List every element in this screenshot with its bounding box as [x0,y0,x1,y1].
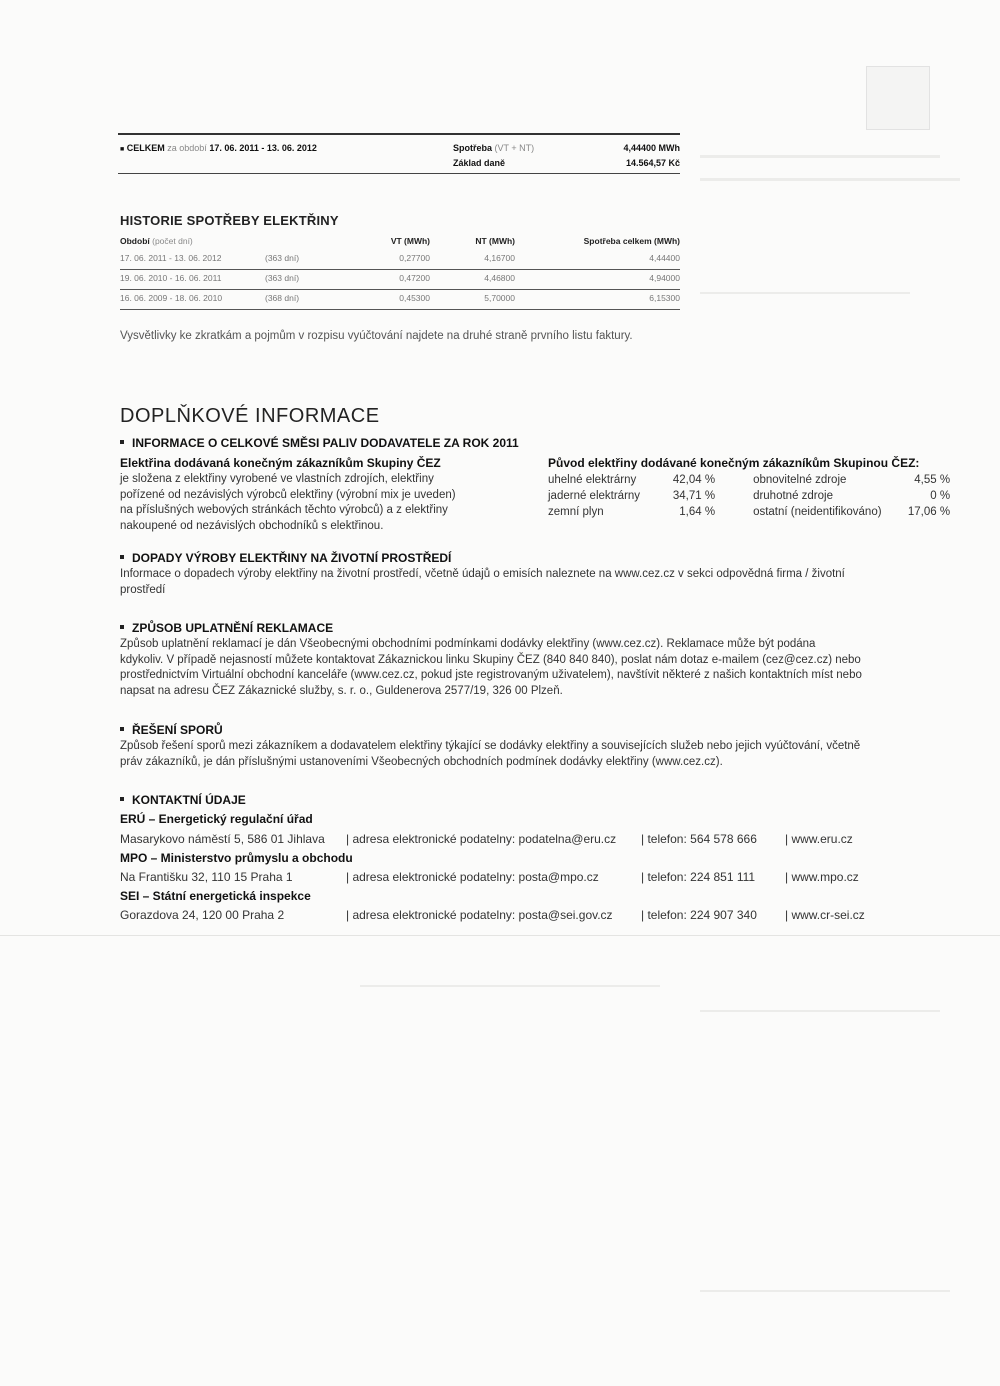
contact-email[interactable]: | adresa elektronické podatelny: podatelna@eru.cz [346,832,617,846]
history-title: HISTORIE SPOTŘEBY ELEKTŘINY [120,213,339,228]
environment-title: DOPADY VÝROBY ELEKTŘINY NA ŽIVOTNÍ PROSTŘEDÍ [120,551,451,565]
history-table [120,236,680,310]
header-period-suffix: (počet dní) [152,236,193,246]
contact-address: Na Františku 32, 110 15 Praha 1 [120,870,293,884]
header-total: Spotřeba celkem (MWh) [583,236,680,246]
complaints-title: ZPŮSOB UPLATNĚNÍ REKLAMACE [120,621,333,635]
summary-period: 17. 06. 2011 - 13. 06. 2012 [209,143,317,153]
row-nt: 4,46800 [430,270,515,290]
header-nt: NT (MWh) [475,236,515,246]
contact-name-mpo: MPO – Ministerstvo průmyslu a obchodu [120,851,353,865]
bullet-icon [120,797,124,801]
row-period: 16. 06. 2009 - 18. 06. 2010 [120,290,265,310]
summary-period-prefix: za období [167,143,207,153]
summary-total: ■ CELKEM za období 17. 06. 2011 - 13. 06. 2012 [120,143,317,153]
explanation-note: Vysvětlivky ke zkratkám a pojmům v rozpisu vyúčtování najdete na druhé straně prvního listu faktury. [120,330,633,342]
bullet-icon [120,555,124,559]
row-vt: 0,27700 [350,250,430,270]
contact-name-sei: SEI – Státní energetická inspekce [120,889,311,903]
contact-phone: | telefon: 564 578 666 [641,832,757,846]
show-through-line [700,1290,950,1292]
contact-name-eru: ERÚ – Energetický regulační úřad [120,812,313,826]
contact-web[interactable]: | www.eru.cz [785,832,853,846]
bullet-icon [120,727,124,731]
header-period: Období [120,236,150,246]
consumption-label: Spotřeba [453,143,493,153]
bullet-icon [120,440,124,444]
environment-text: Informace o dopadech výroby elektřiny na životní prostředí, včetně údajů o emisích naleznete na www.cez.cz v sekci odpovědná firma / životní prostředí [120,568,845,596]
fuel-mix-right-title: Původ elektřiny dodávané konečným zákazníkům Skupinou ČEZ: [548,456,920,470]
disputes-text: Způsob řešení sporů mezi zákazníkem a dodavatelem elektřiny týkající se dodávky elektřiny a souvisejících služeb nebo jejich vyúčtování, včetně práv zákazníků, je dán příslušnými ustanoveními Všeobecných obchodních podmínek dodávky elektřiny (www.cez.cz). [120,740,861,768]
show-through-line [700,1010,940,1012]
contact-email[interactable]: | adresa elektronické podatelny: posta@sei.gov.cz [346,908,613,922]
summary-top-rule [118,133,680,135]
table-row: jaderné elektrárny 34,71 % druhotné zdroje 0 % [548,490,951,502]
tax-base-label: Základ daně [453,158,506,168]
table-row [120,270,680,290]
consumption-value: 4,44400 MWh [623,143,680,153]
row-total: 4,94000 [515,270,680,290]
page-fold [0,935,1000,936]
row-vt: 0,47200 [350,270,430,290]
row-nt: 4,16700 [430,250,515,270]
show-through-logo [866,66,930,130]
contact-email[interactable]: | adresa elektronické podatelny: posta@mpo.cz [346,870,599,884]
row-days: (368 dní) [265,290,350,310]
bullet-icon [120,625,124,629]
table-row: zemní plyn 1,64 % ostatní (neidentifikováno) 17,06 % [548,506,951,518]
row-days: (363 dní) [265,250,350,270]
table-row: uhelné elektrárny 42,04 % obnovitelné zdroje 4,55 % [548,474,951,486]
summary-label: CELKEM [126,143,165,153]
show-through-line [700,155,940,158]
summary-consumption [453,143,534,153]
consumption-suffix: (VT + NT) [494,143,535,153]
fuel-mix-table [548,472,950,520]
contact-phone: | telefon: 224 851 111 [641,870,756,884]
tax-base-value: 14.564,57 Kč [625,158,680,168]
contacts-title: KONTAKTNÍ ÚDAJE [120,793,246,807]
row-nt: 5,70000 [430,290,515,310]
fuel-mix-left-title: Elektřina dodávaná konečným zákazníkům Skupiny ČEZ [120,456,441,470]
section-heading: DOPLŇKOVÉ INFORMACE [120,405,380,427]
table-row [120,250,680,270]
header-vt: VT (MWh) [390,236,430,246]
row-period: 19. 06. 2010 - 16. 06. 2011 [120,270,265,290]
contact-phone: | telefon: 224 907 340 [641,908,757,922]
summary-bottom-rule [118,173,680,174]
row-period: 17. 06. 2011 - 13. 06. 2012 [120,250,265,270]
contact-address: Masarykovo náměstí 5, 586 01 Jihlava [120,832,325,846]
show-through-line [360,985,660,987]
table-row [120,290,680,310]
contact-address: Gorazdova 24, 120 00 Praha 2 [120,908,285,922]
row-total: 6,15300 [515,290,680,310]
disputes-title: ŘEŠENÍ SPORŮ [120,723,223,737]
contact-web[interactable]: | www.mpo.cz [785,870,859,884]
complaints-text: Způsob uplatnění reklamací je dán Všeobecnými obchodními podmínkami dodávky elektřiny (www.cez.cz). Reklamace může být podána kdykoliv. V případě nejasností můžete kontaktovat Zákaznickou linku Skupiny ČEZ (840 840 840), poslat nám dotaz e-mailem (cez@cez.cz) nebo prostřednictvím Virtuální obchodní kanceláře (www.cez.cz, pokud jste registrovaným uživatelem), navštívit některé z našich kontaktních míst nebo napsat na adresu ČEZ Zákaznické služby, s. r. o., Guldenerova 2577/19, 326 00 Plzeň. [120,638,862,697]
row-vt: 0,45300 [350,290,430,310]
show-through-line [700,178,960,181]
row-days: (363 dní) [265,270,350,290]
show-through-line [700,292,910,294]
contact-web[interactable]: | www.cr-sei.cz [785,908,865,922]
fuel-mix-left-text: je složena z elektřiny vyrobené ve vlastních zdrojích, elektřiny pořízené od nezávislých výrobců elektřiny (výrobní mix je uveden) na příslušných webových stránkách těchto výrobců) a z elektřiny nakoupené od nezávislých obchodníků s elektřinou. [120,473,456,532]
history-header-row [120,236,680,250]
row-total: 4,44400 [515,250,680,270]
fuel-mix-title: INFORMACE O CELKOVÉ SMĚSI PALIV DODAVATELE ZA ROK 2011 [120,436,519,450]
